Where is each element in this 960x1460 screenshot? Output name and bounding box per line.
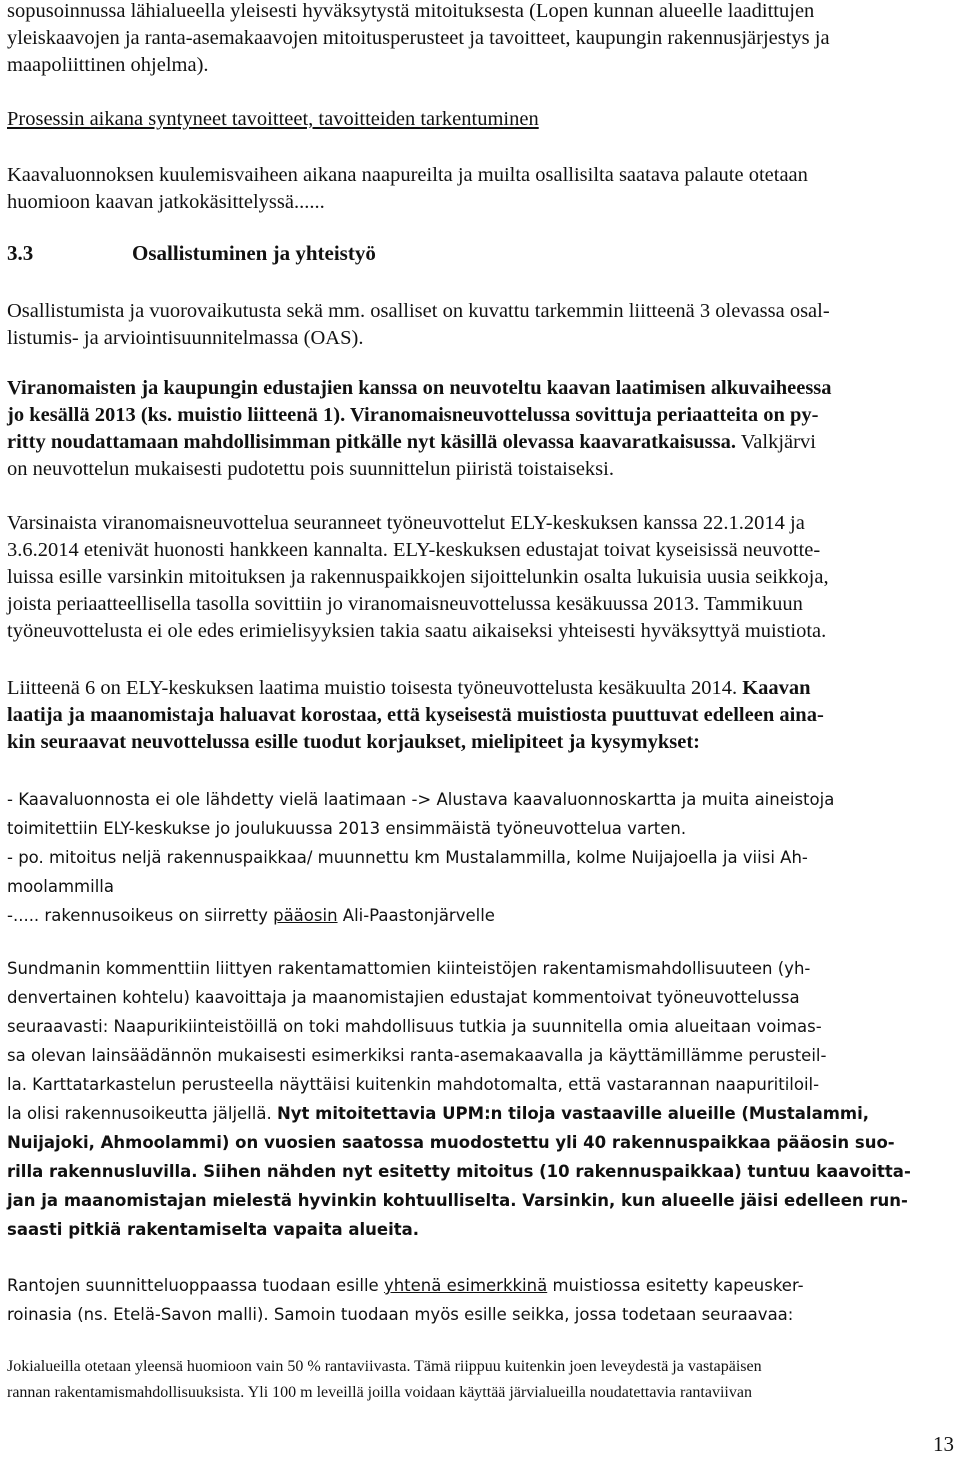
text-line: on neuvottelun mukaisesti pudotettu pois suunnittelun piiristä toistaiseksi.	[7, 458, 614, 480]
text-line: rannan rakentamismahdollisuuksista. Yli 100 m leveillä joilla voidaan käyttää järvialueilla noudatettavia rantaviivan	[7, 1384, 752, 1401]
text-line: listumis- ja arviointisuunnitelmassa (OAS).	[7, 327, 364, 349]
text-line: luissa esille varsinkin mitoituksen ja rakennuspaikkojen sijoittelunkin osalta lukuisia uusia seikkoja,	[7, 566, 829, 588]
text-line: Osallistumista ja vuorovaikutusta sekä mm. osalliset on kuvattu tarkemmin liitteenä 3 olevassa osal-	[7, 300, 830, 322]
text-span: ritty noudattamaan mahdollisimman pitkälle nyt käsillä olevassa kaavaratkaisussa.	[7, 431, 736, 453]
list-item: - Kaavaluonnosta ei ole lähdetty vielä laatimaan -> Alustava kaavaluonnoskartta ja muita aineistoja	[7, 790, 835, 809]
text-span: muistiossa esitetty kapeusker-	[547, 1276, 804, 1295]
text-span: Liitteenä 6 on ELY-keskuksen laatima muistio toisesta työneuvottelusta kesäkuulta 2014.	[7, 677, 738, 699]
text-line: Sundmanin kommenttiin liittyen rakentamattomien kiinteistöjen rakentamismahdollisuuteen (yh-	[7, 959, 811, 978]
intro-paragraph	[7, 0, 957, 79]
sundman-paragraph	[7, 954, 957, 1244]
process-paragraph	[7, 162, 957, 216]
text-span: Rantojen suunnitteluoppaassa tuodaan esille	[7, 1276, 384, 1295]
section-heading	[7, 241, 957, 266]
text-line: huomioon kaavan jatkokäsittelyssä......	[7, 191, 325, 213]
text-span: -..... rakennusoikeus on siirretty	[7, 906, 274, 925]
text-line: roinasia (ns. Etelä-Savon malli). Samoin tuodaan myös esille seikka, jossa todetaan seuraavaa:	[7, 1305, 794, 1324]
list-item: - po. mitoitus neljä rakennuspaikkaa/ muunnettu km Mustalammilla, kolme Nuijajoella ja viisi Ah-	[7, 848, 808, 867]
text-line: Kaavaluonnoksen kuulemisvaiheen aikana naapureilta ja muilta osallisilta saatava palaute otetaan	[7, 164, 808, 186]
process-heading: Prosessin aikana syntyneet tavoitteet, tavoitteiden tarkentuminen	[7, 108, 539, 130]
text-line: sopusoinnussa lähialueella yleisesti hyväksytystä mitoituksesta (Lopen kunnan alueelle laadittujen	[7, 0, 815, 22]
liitteena-paragraph	[7, 675, 957, 756]
section-title: Osallistuminen ja yhteistyö	[132, 241, 376, 265]
text-line: työneuvottelusta ei ole edes erimielisyyksien takia saatu aikaiseksi yhteisesti hyväksyttyä muistiota.	[7, 620, 827, 642]
text-line: kin seuraavat neuvottelussa esille tuodut korjaukset, mielipiteet ja kysymykset:	[7, 731, 701, 753]
bullet-list	[7, 785, 957, 930]
text-span: Nyt mitoitettavia UPM:n tiloja vastaaville alueille (Mustalammi,	[276, 1104, 870, 1123]
text-line: Viranomaisten ja kaupungin edustajien kanssa on neuvoteltu kaavan laatimisen alkuvaiheessa	[7, 377, 832, 399]
text-span: Ali-Paastonjärvelle	[337, 906, 495, 925]
text-line: laatija ja maanomistaja haluavat korostaa, että kyseisestä muistiosta puuttuvat edelleen aina-	[7, 704, 824, 726]
text-line: rilla rakennusluvilla. Siihen nähden nyt esitetty mitoitus (10 rakennuspaikkaa) tuntuu kaavoitta-	[7, 1162, 911, 1181]
text-span: pääosin	[273, 906, 338, 925]
list-item: toimitettiin ELY-keskukse jo joulukuussa 2013 ensimmäistä työneuvottelua varten.	[7, 819, 687, 838]
section-number: 3.3	[7, 241, 34, 265]
text-line: denvertainen kohtelu) kaavoittaja ja maanomistajien edustajat kommentoivat työneuvottelussa	[7, 988, 800, 1007]
text-line: yleiskaavojen ja ranta-asemakaavojen mitoitusperusteet ja tavoitteet, kaupungin rakennusjärjestys ja	[7, 27, 830, 49]
text-line: Jokialueilla otetaan yleensä huomioon vain 50 % rantaviivasta. Tämä riippuu kuitenkin joen leveydestä ja vastapäisen	[7, 1358, 762, 1375]
text-span: Valkjärvi	[736, 431, 816, 453]
quote-paragraph	[7, 1354, 957, 1406]
list-item: moolammilla	[7, 877, 114, 896]
text-line: joista periaatteellisella tasolla sovittiin jo viranomaisneuvottelussa kesäkuussa 2013. Tammikuun	[7, 593, 803, 615]
text-line: Varsinaista viranomaisneuvottelua seuranneet työneuvottelut ELY-keskuksen kanssa 22.1.2014 ja	[7, 512, 805, 534]
text-line: sa olevan lainsäädännön mukaisesti esimerkiksi ranta-asemakaavalla ja käyttämillämme perusteil-	[7, 1046, 827, 1065]
text-line: saasti pitkiä rakentamiselta vapaita alueita.	[7, 1220, 420, 1239]
text-span: Kaavan	[737, 677, 811, 699]
text-span: 3.6.2014 etenivät huonosti hankkeen kannalta.	[7, 539, 388, 561]
text-span: Viranomaisneuvottelussa sovittuja periaatteita on py-	[345, 404, 819, 426]
page-number: 13	[933, 1432, 954, 1456]
osallistumista-paragraph	[7, 298, 957, 352]
text-span: ELY-keskuksen edustajat toivat kyseisissä neuvotte-	[387, 539, 821, 561]
text-span: jo kesällä 2013 (ks. muistio liitteenä 1).	[7, 404, 346, 426]
rantojen-paragraph	[7, 1271, 957, 1329]
text-line: maapoliittinen ohjelma).	[7, 54, 209, 76]
text-span: la olisi rakennusoikeutta jäljellä.	[7, 1104, 277, 1123]
viranomaisten-paragraph	[7, 375, 957, 483]
varsinaista-paragraph	[7, 510, 957, 645]
text-span: yhtenä esimerkkinä	[383, 1276, 548, 1295]
text-line: la. Karttatarkastelun perusteella näyttäisi kuitenkin mahdotomalta, että vastarannan naapuritiloil-	[7, 1075, 820, 1094]
text-line: Nuijajoki, Ahmoolammi) on vuosien saatossa muodostettu yli 40 rakennuspaikkaa pääosin suo-	[7, 1133, 895, 1152]
text-line: seuraavasti: Naapurikiinteistöillä on toki mahdollisuus tutkia ja suunnitella omia alueitaan voimas-	[7, 1017, 822, 1036]
text-line: jan ja maanomistajan mielestä hyvinkin kohtuulliselta. Varsinkin, kun alueelle jäisi edelleen run-	[7, 1191, 908, 1210]
